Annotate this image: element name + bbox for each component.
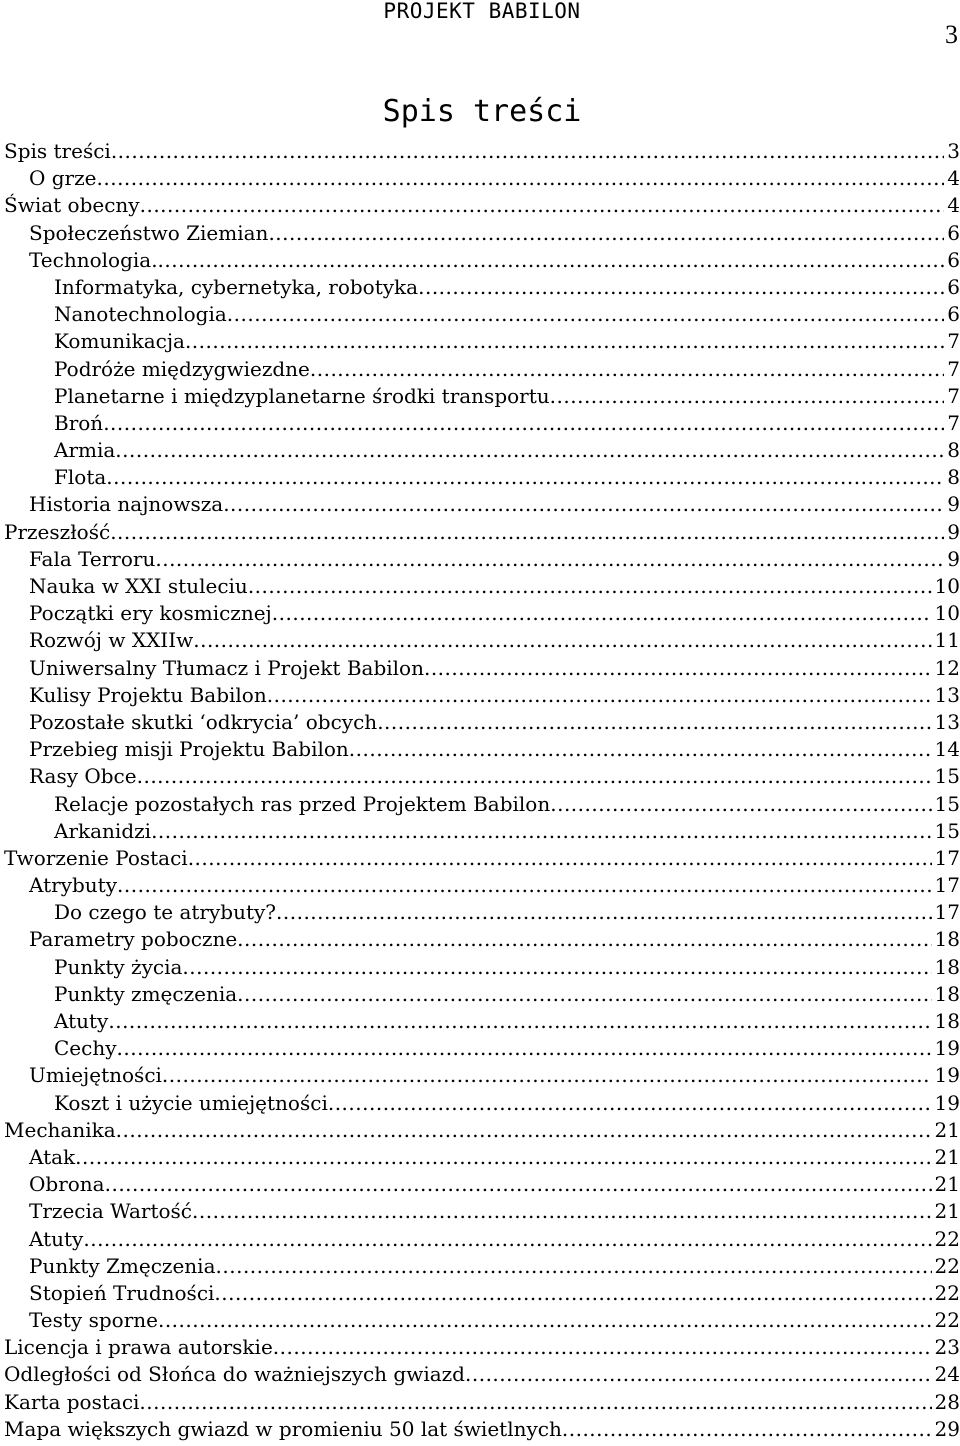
toc-entry-label: Obrona bbox=[29, 1172, 105, 1197]
toc-dot-leader bbox=[328, 1090, 932, 1117]
toc-entry-label: Podróże międzygwiezdne bbox=[54, 356, 310, 381]
toc-entry[interactable] bbox=[4, 1144, 960, 1171]
toc-dot-leader bbox=[465, 1361, 932, 1388]
toc-entry-label: Planetarne i międzyplanetarne środki transportu bbox=[54, 383, 550, 408]
toc-entry-page: 11 bbox=[934, 628, 960, 653]
toc-entry[interactable] bbox=[4, 1090, 960, 1117]
toc-entry[interactable] bbox=[4, 818, 960, 845]
toc-entry[interactable] bbox=[4, 464, 960, 491]
toc-dot-leader bbox=[185, 328, 944, 355]
toc-entry-page: 6 bbox=[947, 274, 960, 299]
toc-entry-page: 22 bbox=[934, 1253, 960, 1278]
toc-entry-page: 18 bbox=[934, 1009, 960, 1033]
toc-entry[interactable] bbox=[4, 192, 960, 219]
toc-entry-label: Uniwersalny Tłumacz i Projekt Babilon bbox=[29, 655, 424, 680]
toc-entry-label: Rozwój w XXIIw bbox=[29, 628, 194, 653]
toc-entry[interactable] bbox=[4, 1416, 960, 1443]
toc-dot-leader bbox=[97, 165, 945, 192]
toc-entry-page: 7 bbox=[947, 356, 960, 381]
toc-entry-label: Przebieg misji Projektu Babilon bbox=[29, 737, 349, 762]
toc-entry-label: Informatyka, cybernetyka, robotyka bbox=[54, 274, 419, 299]
toc-entry-label: Technologia. bbox=[29, 247, 158, 272]
toc-entry-label: Komunikacja bbox=[54, 329, 185, 354]
toc-dot-leader bbox=[562, 1416, 932, 1443]
toc-dot-leader bbox=[377, 709, 931, 736]
toc-entry[interactable] bbox=[4, 954, 960, 981]
toc-entry[interactable] bbox=[4, 1280, 960, 1307]
toc-entry[interactable] bbox=[4, 1035, 960, 1062]
toc-dot-leader bbox=[276, 899, 932, 926]
toc-dot-leader bbox=[110, 519, 944, 546]
toc-dot-leader bbox=[268, 220, 944, 247]
toc-entry-page: 14 bbox=[934, 737, 960, 762]
toc-entry-page: 15 bbox=[934, 764, 960, 789]
toc-entry-page: 18 bbox=[934, 954, 960, 979]
toc-entry-label: Historia najnowsza bbox=[29, 492, 224, 517]
toc-entry-label: Punkty Zmęczenia bbox=[29, 1253, 216, 1278]
toc-dot-leader bbox=[267, 682, 932, 709]
toc-entry-label: Karta postaci bbox=[4, 1389, 140, 1414]
toc-entry[interactable] bbox=[4, 1307, 960, 1334]
toc-dot-leader bbox=[550, 383, 945, 410]
toc-entry-page: 4 bbox=[947, 166, 960, 191]
toc-entry[interactable] bbox=[4, 410, 960, 437]
toc-entry[interactable] bbox=[4, 1117, 960, 1144]
toc-entry-page: 6 bbox=[947, 302, 960, 327]
page-number: 3 bbox=[945, 20, 958, 49]
toc-entry-label: Broń bbox=[54, 410, 104, 435]
toc-entry-label: Spis treści bbox=[4, 139, 111, 163]
toc-entry-label: Przeszłość bbox=[4, 519, 111, 544]
toc-entry[interactable] bbox=[4, 1171, 960, 1198]
toc-dot-leader bbox=[216, 1253, 932, 1280]
toc-dot-leader bbox=[117, 872, 932, 899]
toc-entry-label: Umiejętności bbox=[29, 1063, 162, 1088]
toc-entry-page: 12 bbox=[934, 655, 960, 680]
toc-entry-page: 6 bbox=[947, 220, 960, 245]
toc-entry-label: Fala Terroru bbox=[29, 546, 156, 571]
toc-entry[interactable] bbox=[4, 165, 960, 192]
toc-entry[interactable] bbox=[4, 247, 960, 274]
toc-entry[interactable] bbox=[4, 437, 960, 464]
toc-entry-page: 15 bbox=[934, 818, 960, 843]
toc-dot-leader bbox=[115, 437, 944, 464]
toc-dot-leader bbox=[151, 818, 931, 845]
toc-entry-label: Atuty bbox=[29, 1226, 84, 1251]
toc-entry-label: Nanotechnologia bbox=[54, 302, 227, 327]
toc-dot-leader bbox=[137, 763, 932, 790]
toc-dot-leader bbox=[192, 1198, 932, 1225]
toc-entry-page: 22 bbox=[934, 1280, 960, 1305]
toc-dot-leader bbox=[227, 301, 944, 328]
toc-entry-page: 19 bbox=[934, 1063, 960, 1088]
toc-entry-label: O grze bbox=[29, 166, 97, 191]
toc-dot-leader bbox=[182, 954, 931, 981]
toc-entry[interactable] bbox=[4, 491, 960, 518]
toc-entry-label: Pozostałe skutki ‘odkrycia’ obcych bbox=[29, 709, 378, 734]
toc-entry-label: Testy sporne bbox=[29, 1308, 158, 1333]
toc-entry-label: Nauka w XXI stuleciu bbox=[29, 574, 248, 598]
toc-entry-label: Parametry poboczne bbox=[29, 927, 238, 952]
toc-entry-page: 23 bbox=[934, 1335, 960, 1360]
toc-entry[interactable] bbox=[4, 546, 960, 573]
toc-entry[interactable] bbox=[4, 926, 960, 953]
toc-dot-leader bbox=[272, 600, 932, 627]
toc-entry-page: 28 bbox=[934, 1389, 960, 1414]
toc-entry-label: Społeczeństwo Ziemian bbox=[29, 220, 269, 245]
toc-entry-label: Rasy Obce bbox=[29, 764, 137, 789]
toc-dot-leader bbox=[237, 981, 931, 1008]
toc-dot-leader bbox=[103, 410, 944, 437]
toc-entry[interactable] bbox=[4, 763, 960, 790]
toc-dot-leader bbox=[237, 926, 931, 953]
toc-entry-label: Stopień Trudności bbox=[29, 1280, 215, 1305]
toc-entry-page: 18 bbox=[934, 927, 960, 952]
toc-entry-page: 22 bbox=[934, 1226, 960, 1251]
toc-dot-leader bbox=[188, 845, 932, 872]
toc-dot-leader bbox=[158, 1307, 932, 1334]
toc-entry-page: 18 bbox=[934, 981, 960, 1006]
table-of-contents bbox=[4, 138, 960, 1443]
toc-entry-page: 4 bbox=[947, 193, 960, 218]
toc-entry-page: 8 bbox=[947, 438, 960, 463]
toc-entry-page: 24 bbox=[934, 1362, 960, 1387]
toc-dot-leader bbox=[310, 356, 944, 383]
toc-entry-page: 7 bbox=[947, 410, 960, 435]
toc-entry-page: 9 bbox=[947, 546, 960, 571]
toc-entry-label: Arkanidzi bbox=[54, 818, 152, 843]
toc-entry[interactable] bbox=[4, 1062, 960, 1089]
toc-entry-page: 21 bbox=[934, 1172, 960, 1197]
toc-dot-leader bbox=[105, 1171, 932, 1198]
toc-entry-label: Kulisy Projektu Babilon bbox=[29, 682, 267, 707]
toc-entry[interactable] bbox=[4, 356, 960, 383]
toc-entry-label: Do czego te atrybuty? bbox=[54, 900, 277, 925]
toc-entry-page: 21 bbox=[934, 1117, 960, 1142]
toc-dot-leader bbox=[550, 791, 931, 818]
toc-entry[interactable] bbox=[4, 600, 960, 627]
toc-entry-label: Tworzenie Postaci bbox=[4, 845, 188, 870]
toc-dot-leader bbox=[117, 1035, 932, 1062]
toc-entry[interactable] bbox=[4, 736, 960, 763]
toc-dot-leader bbox=[273, 1334, 932, 1361]
toc-entry-label: Trzecia Wartość bbox=[29, 1199, 192, 1224]
toc-entry[interactable] bbox=[4, 301, 960, 328]
toc-entry[interactable] bbox=[4, 872, 960, 899]
toc-entry-page: 9 bbox=[947, 519, 960, 544]
toc-entry-label: Armia bbox=[54, 438, 116, 463]
toc-entry-label: Mapa większych gwiazd w promieniu 50 lat świetlnych bbox=[4, 1416, 562, 1441]
toc-entry-label: Cechy bbox=[54, 1036, 117, 1061]
toc-dot-leader bbox=[158, 247, 945, 274]
toc-dot-leader bbox=[111, 138, 944, 165]
toc-entry[interactable] bbox=[4, 981, 960, 1008]
toc-dot-leader bbox=[418, 274, 944, 301]
toc-entry[interactable] bbox=[4, 1253, 960, 1280]
toc-entry[interactable] bbox=[4, 627, 960, 654]
toc-entry-label: Punkty życia bbox=[54, 954, 183, 979]
toc-entry[interactable] bbox=[4, 573, 960, 600]
toc-entry[interactable] bbox=[4, 1226, 960, 1253]
toc-entry-page: 9 bbox=[947, 492, 960, 517]
toc-entry[interactable] bbox=[4, 1361, 960, 1388]
toc-dot-leader bbox=[116, 1117, 932, 1144]
toc-entry-page: 10 bbox=[934, 574, 960, 598]
toc-entry-page: 10 bbox=[934, 601, 960, 626]
toc-entry-page: 22 bbox=[934, 1308, 960, 1333]
toc-entry-page: 3 bbox=[947, 139, 960, 163]
toc-entry-label: Koszt i użycie umiejętności bbox=[54, 1090, 328, 1115]
toc-entry-page: 19 bbox=[934, 1036, 960, 1061]
toc-entry-label: Atuty bbox=[54, 1009, 109, 1033]
toc-entry[interactable] bbox=[4, 519, 960, 546]
toc-entry[interactable] bbox=[4, 845, 960, 872]
toc-entry-label: Mechanika bbox=[4, 1117, 116, 1142]
toc-entry-page: 19 bbox=[934, 1090, 960, 1115]
toc-entry-page: 15 bbox=[934, 791, 960, 816]
toc-entry-label: Relacje pozostałych ras przed Projektem Babilon bbox=[54, 791, 551, 816]
toc-entry-page: 17 bbox=[934, 873, 960, 898]
toc-dot-leader bbox=[214, 1280, 931, 1307]
toc-entry-page: 29 bbox=[934, 1416, 960, 1441]
toc-entry[interactable] bbox=[4, 274, 960, 301]
toc-entry[interactable] bbox=[4, 138, 960, 165]
toc-dot-leader bbox=[83, 1226, 931, 1253]
toc-entry-label: Punkty zmęczenia bbox=[54, 981, 238, 1006]
toc-entry-page: 7 bbox=[947, 329, 960, 354]
toc-entry[interactable] bbox=[4, 655, 960, 682]
toc-entry-page: 13 bbox=[934, 709, 960, 734]
toc-entry-page: 6 bbox=[947, 247, 960, 272]
toc-dot-leader bbox=[193, 627, 931, 654]
toc-entry-page: 7 bbox=[947, 383, 960, 408]
toc-title: Spis treści bbox=[382, 94, 582, 129]
toc-dot-leader bbox=[248, 573, 932, 600]
toc-dot-leader bbox=[108, 1008, 931, 1035]
toc-dot-leader bbox=[155, 546, 944, 573]
toc-dot-leader bbox=[223, 491, 944, 518]
toc-dot-leader bbox=[106, 464, 944, 491]
toc-entry-page: 21 bbox=[934, 1199, 960, 1224]
toc-entry-label: Odległości od Słońca do ważniejszych gwiazd bbox=[4, 1362, 465, 1387]
toc-entry-label: Flota bbox=[54, 465, 107, 490]
toc-dot-leader bbox=[140, 192, 945, 219]
toc-entry-page: 17 bbox=[934, 845, 960, 870]
toc-dot-leader bbox=[75, 1144, 931, 1171]
toc-entry[interactable] bbox=[4, 1389, 960, 1416]
toc-entry-page: 17 bbox=[934, 900, 960, 925]
toc-entry[interactable] bbox=[4, 1198, 960, 1225]
toc-entry-page: 8 bbox=[947, 465, 960, 490]
toc-entry-label: Licencja i prawa autorskie bbox=[4, 1335, 273, 1360]
toc-entry-label: Atrybuty bbox=[29, 873, 118, 898]
toc-entry[interactable] bbox=[4, 791, 960, 818]
toc-entry[interactable] bbox=[4, 709, 960, 736]
toc-entry-page: 13 bbox=[934, 682, 960, 707]
toc-dot-leader bbox=[162, 1062, 932, 1089]
running-header: PROJEKT BABILON bbox=[383, 0, 581, 23]
toc-entry[interactable] bbox=[4, 328, 960, 355]
toc-entry-page: 21 bbox=[934, 1144, 960, 1169]
toc-dot-leader bbox=[349, 736, 932, 763]
toc-entry-label: Początki ery kosmicznej bbox=[29, 601, 272, 626]
toc-dot-leader bbox=[139, 1389, 931, 1416]
toc-entry[interactable] bbox=[4, 220, 960, 247]
toc-entry-label: Świat obecny bbox=[4, 193, 140, 218]
toc-entry[interactable] bbox=[4, 682, 960, 709]
toc-entry[interactable] bbox=[4, 899, 960, 926]
toc-dot-leader bbox=[424, 655, 932, 682]
toc-entry-label: Atak bbox=[29, 1144, 76, 1169]
toc-entry[interactable] bbox=[4, 1008, 960, 1035]
toc-entry[interactable] bbox=[4, 1334, 960, 1361]
toc-entry[interactable] bbox=[4, 383, 960, 410]
